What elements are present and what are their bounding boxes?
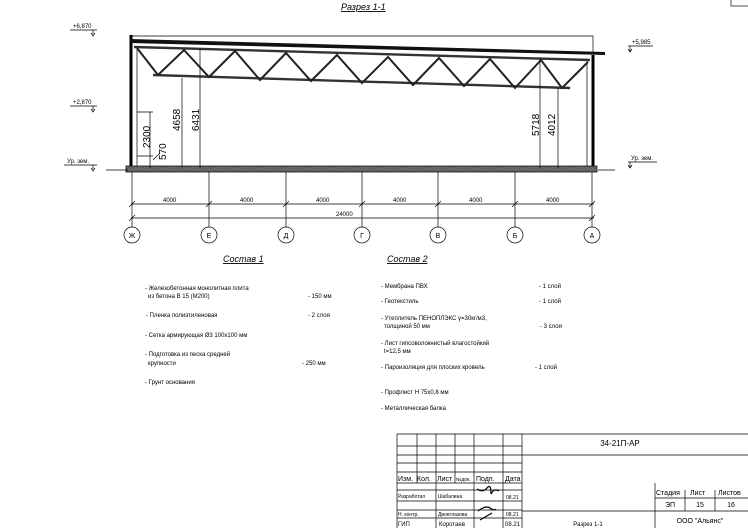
span-dim: 4000: [240, 198, 254, 204]
truss-top-chord: [134, 47, 590, 60]
dim-570: 570: [158, 143, 169, 160]
level-mark-top-right: [628, 40, 653, 52]
title-block: [397, 434, 748, 528]
signature: [477, 486, 499, 520]
stage-value: ЭП: [664, 502, 676, 509]
axis-marker: [278, 227, 294, 243]
level-label: Ур. зем.: [631, 156, 654, 162]
sheet-title: Разрез 1-1: [573, 522, 603, 528]
signoff-date: 08.21: [506, 512, 519, 518]
sheets-label: Листов: [718, 490, 741, 497]
axis-grid: [124, 172, 600, 243]
axis-label: А: [589, 233, 595, 240]
dim-2300: 2300: [142, 125, 153, 148]
dim-6431: 6431: [191, 108, 202, 131]
layer-name: толщиной 50 мм: [384, 324, 430, 330]
axis-label: В: [435, 233, 441, 240]
span-dim: 4000: [469, 198, 483, 204]
signoff-role: Разработал: [398, 494, 426, 500]
axis-marker: [430, 227, 446, 243]
dim-4012: 4012: [547, 113, 558, 136]
level-mark-ground-right: [628, 156, 657, 168]
sostav1-list: [145, 254, 332, 386]
axis-marker: [354, 227, 370, 243]
header-label: Изм.: [398, 476, 413, 483]
level-label: +2,870: [73, 100, 92, 106]
signoff-name: Коротаев: [439, 522, 465, 528]
sheet-label: Лист: [690, 490, 706, 497]
signoff-date: 08.21: [505, 522, 521, 528]
layer-name: - Грунт основания: [145, 380, 195, 386]
layer-name: - Сетка армирующая Ø3 100x100 мм: [145, 333, 248, 339]
layer-value: - 3 слоя: [540, 324, 562, 330]
signoff-role: ГИП: [398, 522, 410, 528]
company-name: ООО "Альянс": [676, 518, 724, 525]
sheet-value: 15: [696, 502, 704, 509]
signoff-date: 08.21: [506, 495, 519, 501]
span-dim: 4000: [163, 198, 177, 204]
layer-name: - Подготовка из песка средней: [145, 352, 231, 358]
dim-4658: 4658: [172, 108, 183, 131]
floor-slab: [126, 166, 597, 172]
header-label: Кол.: [417, 476, 431, 483]
layer-name: - Пленка полиэтиленовая: [146, 313, 218, 319]
layer-name: крупности: [148, 361, 176, 367]
drawing-title: Разрез 1-1: [341, 2, 386, 12]
layer-value: - 2 слоя: [308, 313, 330, 319]
axis-marker: [124, 227, 140, 243]
sheets-value: 16: [727, 502, 735, 509]
layer-name: - Утеплитель ПЕНОПЛЭКС γ=30кг/м3,: [381, 316, 487, 322]
layer-name: - Пароизоляция для плоских кровель: [381, 365, 485, 371]
level-mark-mid-left: [70, 100, 97, 112]
axis-marker: [201, 227, 217, 243]
sostav2-title: Состав 2: [387, 254, 428, 264]
header-label: Дата: [505, 476, 521, 483]
layer-name: - Лист гипсоволокнистый влагостойкий: [381, 341, 490, 347]
signoff-name: Шабалина: [438, 494, 463, 500]
corner-frame: [731, 0, 748, 6]
axis-label: Г: [360, 233, 364, 240]
layer-value: - 1 слой: [539, 299, 561, 305]
layer-name: - Профлист Н 75x0,8 мм: [381, 390, 449, 396]
axis-label: Б: [512, 233, 518, 240]
span-dim: 4000: [393, 198, 407, 204]
header-label: Лист: [437, 476, 453, 483]
layer-value: - 1 слой: [535, 365, 557, 371]
axis-label: Д: [283, 233, 289, 240]
level-label: Ур. зем.: [67, 159, 90, 165]
sostav1-title: Состав 1: [223, 254, 264, 264]
layer-name: - Металлическая балка: [381, 406, 446, 412]
axis-marker: [584, 227, 600, 243]
layer-value: - 250 мм: [302, 361, 326, 367]
axis-label: Е: [206, 233, 212, 240]
level-label: +5,985: [632, 40, 651, 46]
axis-label: Ж: [128, 233, 136, 240]
layer-value: - 150 мм: [308, 294, 332, 300]
total-dim: 24000: [336, 212, 353, 218]
axis-marker: [507, 227, 523, 243]
layer-value: - 1 слой: [539, 284, 561, 290]
project-code: 34-21П-АР: [600, 439, 640, 448]
header-label: №док.: [456, 477, 471, 483]
level-mark-top-left: [70, 24, 97, 36]
layer-name: - Геотекстиль: [381, 299, 419, 305]
signoff-name: Двоеглазова: [438, 512, 468, 518]
dim-5718: 5718: [531, 113, 542, 136]
level-mark-ground-left: [64, 159, 97, 171]
header-label: Подп.: [476, 476, 495, 483]
level-label: +6,870: [73, 24, 92, 30]
span-dim: 4000: [316, 198, 330, 204]
sostav2-list: [381, 254, 562, 412]
layer-name: из бетона В 15 (М200): [148, 294, 210, 300]
layer-name: - Железобетонная монолитная плита: [145, 286, 249, 292]
stage-label: Стадия: [656, 490, 680, 497]
layer-name: t=12,5 мм: [384, 349, 411, 355]
span-dim: 4000: [546, 198, 560, 204]
signoff-role: Н. контр.: [398, 512, 419, 518]
layer-name: - Мембрана ПВХ: [381, 284, 428, 290]
